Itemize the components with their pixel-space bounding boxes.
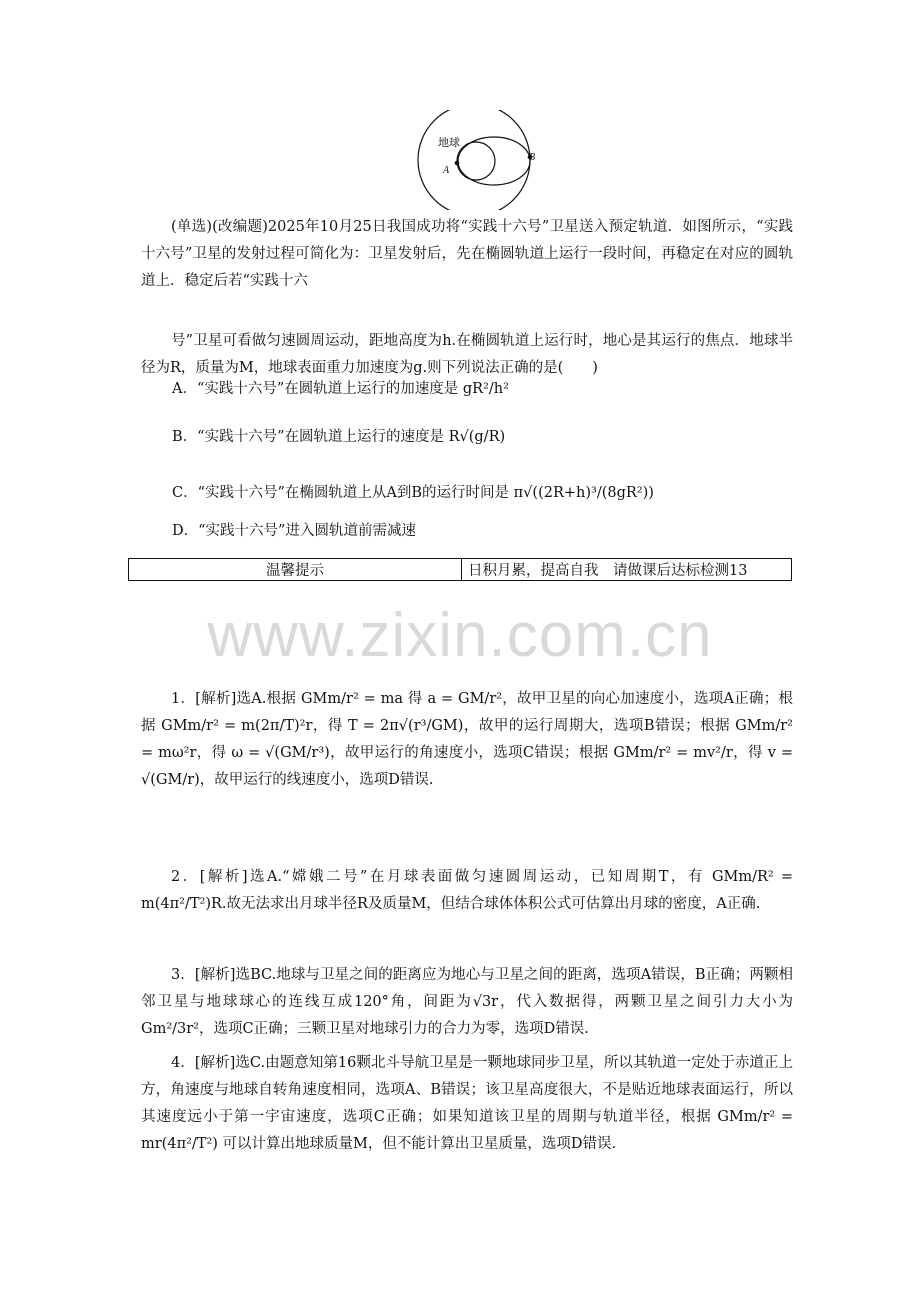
watermark: www.zixin.com.cn	[207, 601, 713, 670]
tip-table	[128, 558, 792, 581]
option-a: A．“实践十六号”在圆轨道上运行的加速度是 gR²/h²	[172, 381, 509, 397]
earth-label: 地球	[438, 137, 460, 149]
tip-content: 日积月累，提高自我 请做课后达标检测13	[462, 559, 792, 581]
option-c: C．“实践十六号”在椭圆轨道上从A到B的运行时间是 π√((2R+h)³/(8gR²))	[172, 485, 654, 501]
answer-4: 4．[解析]选C.由题意知第16颗北斗导航卫星是一颗地球同步卫星，所以其轨道一定处于赤道正上方，角速度与地球自转角速度相同，选项A、B错误；该卫星高度很大，不是贴近地球表面运行，所以其速度远小于第一宇宙速度，选项C正确；如果知道该卫星的周期与轨道半径，根据 GMm/r² = mr(4π²/T²) 可以计算出地球质量M，但不能计算出卫星质量，选项D错误.	[141, 1055, 793, 1152]
point-b-label: B	[529, 152, 536, 163]
orbit-diagram	[410, 110, 550, 210]
option-d: D．“实践十六号”进入圆轨道前需减速	[172, 523, 416, 539]
question-paragraph-1: (单选)(改编题)2025年10月25日我国成功将“实践十六号”卫星送入预定轨道．如图所示，“实践十六号”卫星的发射过程可简化为：卫星发射后，先在椭圆轨道上运行一段时间，再稳定在对应的圆轨道上．稳定后若“实践十六	[141, 219, 793, 289]
elliptical-orbit	[458, 137, 530, 185]
tip-label: 温馨提示	[129, 559, 462, 581]
point-a	[455, 161, 460, 166]
option-b: B．“实践十六号”在圆轨道上运行的速度是 R√(g/R)	[172, 429, 506, 445]
question-paragraph-2: 号”卫星可看做匀速圆周运动，距地高度为h.在椭圆轨道上运行时，地心是其运行的焦点．地球半径为R，质量为M，地球表面重力加速度为g.则下列说法正确的是( )	[141, 333, 793, 376]
point-a-label: A	[443, 165, 450, 176]
answer-2: 2．[解析]选A.“嫦娥二号”在月球表面做匀速圆周运动，已知周期T，有 GMm/R² = m(4π²/T²)R.故无法求出月球半径R及质量M，但结合球体体积公式可估算出月球的密度，A正确.	[141, 869, 793, 912]
answer-3: 3．[解析]选BC.地球与卫星之间的距离应为地心与卫星之间的距离，选项A错误，B正确；两颗相邻卫星与地球球心的连线互成120°角，间距为√3r，代入数据得，两颗卫星之间引力大小为 Gm²/3r²，选项C正确；三颗卫星对地球引力的合力为零，选项D错误.	[141, 967, 793, 1037]
circular-orbit	[418, 110, 530, 210]
answer-1: 1．[解析]选A.根据 GMm/r² = ma 得 a = GM/r²，故甲卫星的向心加速度小，选项A正确；根据 GMm/r² = m(2π/T)²r，得 T = 2π√(r³/GM)，故甲的运行周期大，选项B错误；根据 GMm/r² = mω²r，得 ω = √(GM/r³)，故甲运行的角速度小，选项C错误；根据 GMm/r² = mv²/r，得 v = √(GM/r)，故甲运行的线速度小，选项D错误.	[141, 691, 793, 788]
earth-circle	[457, 142, 495, 180]
